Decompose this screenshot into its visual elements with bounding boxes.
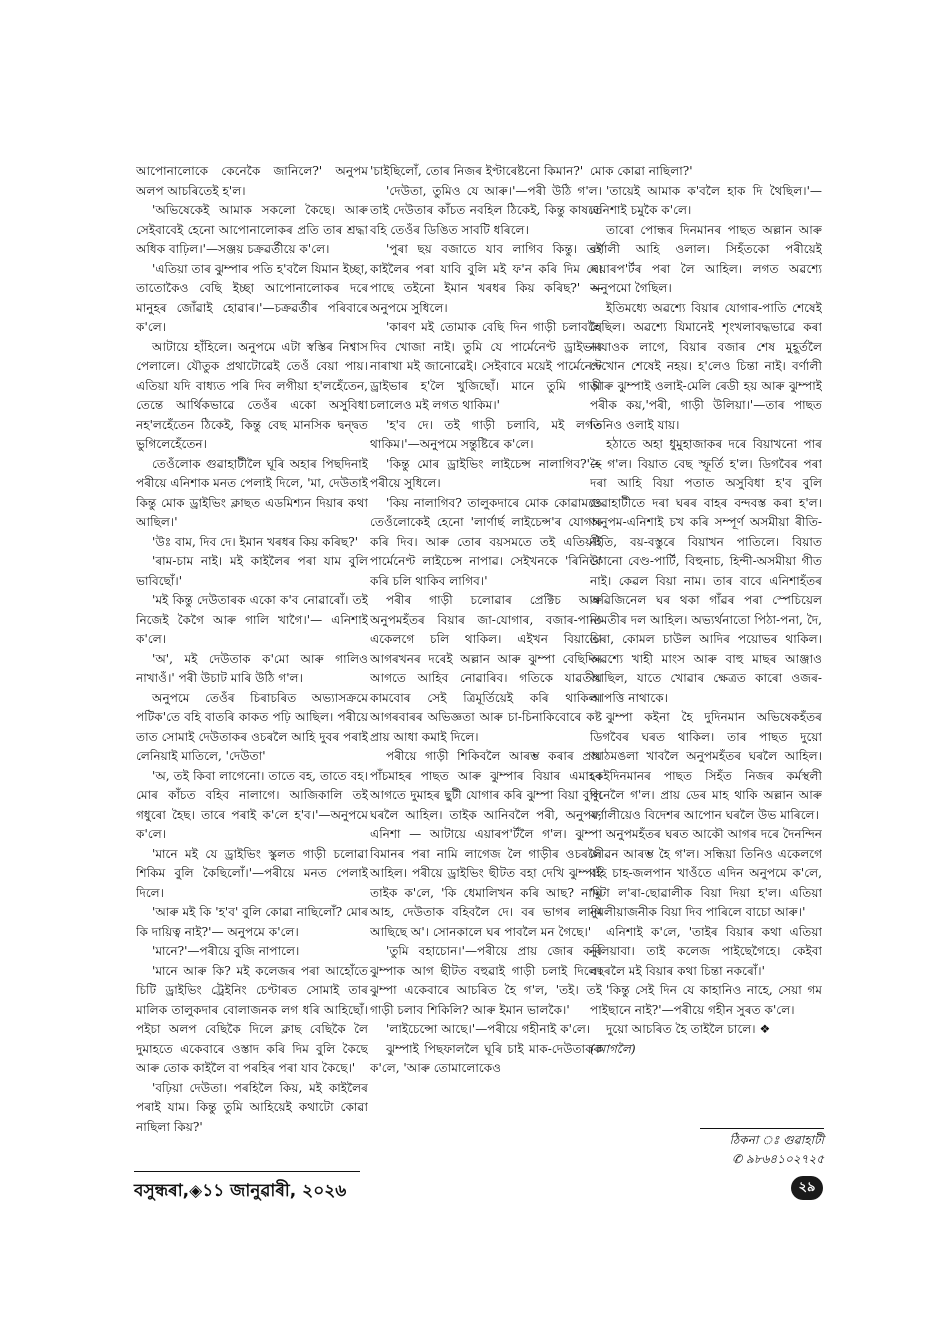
article-column-1 (136, 162, 368, 1162)
footer-divider (134, 1171, 360, 1172)
paragraph: 'বঢ়িয়া দেউতা। পৰহিলৈ কিয়, মই কাইলৈৰ পৰাই যাম। কিন্তু তুমি আহিয়েই কথাটো কোৱা নাছিলা কিয়?' (136, 1080, 368, 1134)
paragraph: এনিশাই ক'লে, 'তাইৰ বিয়াৰ কথা এতিয়া নুলিয়াবা। তাই কলেজ পাইছেগৈহে। কেইবা বছৰলৈ মই বিয়াৰ কথা চিন্তা নকৰোঁ।' (590, 924, 822, 978)
continued-label: (আগলৈ) (590, 1041, 636, 1056)
paragraph: 'পুৰা ছয় বজাতে যাব লাগিব কিন্তু। তই কাইলৈৰ পৰা যাবি বুলি মই ফ'ন কৰি দিম দে। পাছে তইনো ইমান খৰধৰ কিয় কৰিছ?' —অনুপমে সুধিলে। (370, 242, 602, 315)
paragraph: 'অ, তই কিবা লাগেনো। তাতে বহ, তাতে বহ। মোৰ কাঁচত বহিব নালাগে। আজিকালি তই গধুৰো হৈছ। তাৰে পৰাই ক'লে হ'ব।'—অনুপমে ক'লে। (136, 768, 368, 841)
paragraph: 'কাৰণ মই তোমাক বেছি দিন গাড়ী চলাবলৈ দিব খোজা নাই। তুমি যে পাৰ্মেনেণ্ট ড্ৰাইভাৰ নাৰাখা মই জানোৱেই। সেইবাবে ময়েই পাৰ্মেনেণ্ট ড্ৰাইভাৰ হ'লৈ খুজিছোঁ। মানে তুমি গাড়ী চলালেও মই লগত থাকিম।' (370, 320, 602, 412)
paragraph: 'মানে আৰু কি? মই কলেজৰ পৰা আহোঁতে চিটি ড্ৰাইভিং ট্ৰেইনিং চেণ্টাৰত সোমাই তাৰ মালিক তালুকদাৰ বোলাজনক লগ ধৰি আহিছোঁ। পইচা অলপ বেছিকৈ দিলে ক্লাছ বেছিকৈ লৈ দুমাহতে একেবাৰে ওস্তাদ কৰি দিম বুলি কৈছে আৰু তোক কাইলৈ বা পৰহিৰ পৰা যাব কৈছে।' (136, 963, 368, 1075)
paragraph: 'হ'ব দে। তই গাড়ী চলাবি, মই লগত থাকিম।'—অনুপমে সন্তুষ্টিৰে ক'লে। (370, 417, 602, 451)
paragraph: ঝুম্পা কইনা হৈ দুদিনমান অভিষেকহঁতৰ ডিগবৈৰ ঘৰত থাকিল। তাৰ পাছত দুয়ো আঠমঙলা খাবলৈ অনুপমহঁতৰ ঘৰলৈ আহিল। কেইদিনমানৰ পাছত সিহঁত নিজৰ কৰ্মস্থলী পুনেলৈ গ'ল। প্ৰায় ডেৰ মাহ থাকি অল্লান আৰু বৰ্ণালীয়েও বিদেশৰ আপোন ঘৰলৈ উভ মাৰিলে। (590, 710, 822, 822)
paragraph: 'উঃ বাম, দিব দে। ইমান খৰধৰ কিয় কৰিছ?' (152, 534, 359, 549)
page-number-badge: ২৯ (791, 1176, 823, 1200)
paragraph: 'কিয় নালাগিব? তালুকদাৰে মোক কোৱামতে তেওঁলোকেই হেনো 'লাৰ্ণাৰ্ছ লাইচেন্স'ৰ যোগাৰ কৰি দিব। আৰু তোৰ বয়সমতে তই এতিয়াই পাৰ্মেনেণ্ট লাইচেন্স নাপাৱ। সেইখনকে 'ৰিনিউ' কৰি চলি থাকিব লাগিব।' (370, 495, 602, 588)
publication-footer: বসুন্ধৰা,◈১১ জানুৱাৰী, ২০২৬ (134, 1181, 347, 1201)
paragraph: পৰীৰ গাড়ী চলোৱাৰ প্ৰেক্টিচ আৰু অনুপমহঁতৰ বিয়াৰ জা-যোগাৰ, বজাৰ-পাতি একেলগে চলি থাকিল। এইখন বিয়াতো আগৰখনৰ দৰেই অল্লান আৰু ঝুম্পা বেছিদিন আগতে আহিব নোৱাৰিব। গতিকে যাৱতীয় কামবোৰ সেই ত্ৰিমূৰ্তিয়েই কৰি থাকিল। আগৰবাৰৰ অভিজ্ঞতা আৰু চা-চিনাকিবোৰে কষ্ট প্ৰায় আধা কমাই দিলে। (370, 593, 602, 744)
paragraph: 'দেউতা, তুমিও যে আৰু।'—পৰী উঠি গ'ল। তাই দেউতাৰ কাঁচত নবহিল ঠিকেই, কিন্তু কাষতে বহি তেওঁৰ ডিঙিত সাবটি ধৰিলে। (370, 183, 602, 237)
paragraph: 'আৰু মই কি 'হ'ব' বুলি কোৱা নাছিলোঁ? মোৰ কি দায়িত্ব নাই?'— অনুপমে ক'লে। (136, 905, 368, 939)
paragraph: 'এতিয়া তাৰ ঝুম্পাৰ পতি হ'বলৈ যিমান ইচ্ছা, তাতোকৈও বেছি ইচ্ছা আপোনালোকৰ দৰে মানুহৰ জোঁৱাই হোৱাৰ।'—চক্ৰৱৰ্তীৰ পৰিবাৰে ক'লে। (136, 261, 368, 334)
article-column-3 (590, 162, 822, 1162)
paragraph: 'লাইচেন্সো আছে।'—পৰীয়ে গহীনাই ক'লে। (386, 1022, 591, 1036)
paragraph: ঝুম্পাই পিছফাললৈ ঘূৰি চাই মাক-দেউতাকক ক'লে, 'আৰু তোমালোকেও (370, 1041, 602, 1075)
paragraph: অনুপমে তেওঁৰ চিৰাচৰিত অভ্যাসক্ৰমে পটিক'তে বহি বাতৰি কাকত পঢ়ি আছিল। পৰীয়ে তাত সোমাই দেউতাকৰ ওচৰলৈ আহি দুবৰ পৰাই লেনিয়াই মাতিলে, 'দেউতা' (136, 690, 368, 763)
paragraph: 'ৰাম-চাম নাই। মই কাইলৈৰ পৰা যাম বুলি ভাবিছোঁ।' (136, 554, 368, 588)
author-phone: ✆ ৯৮৬৪১০২৭২৫ (732, 1152, 824, 1166)
paragraph: অনুপমহঁতৰ ঘৰত আকৌ আগৰ দৰে দৈনন্দিন জীৱন আৰম্ভ হৈ গ'ল। সন্ধিয়া তিনিও একেলগে বহি চাহ-জলপান খাওঁতে এদিন অনুপমে ক'লে, 'দুটা ল'ৰা-ছোৱালীক বিয়া দিয়া হ'ল। এতিয়া নুমলীয়াজনীক বিয়া দিব পাৰিলে বাচো আৰু।' (590, 827, 822, 919)
paragraph: মোক কোৱা নাছিলা?' (590, 164, 693, 178)
paragraph: হঠাতে অহা ধুমুহাজাকৰ দৰে বিয়াখনো পাৰ হৈ গ'ল। বিয়াত বেছ স্ফূৰ্তি হ'ল। ডিগবৈৰ পৰা দৰা আহি বিয়া পতাত অসুবিধা হ'ব বুলি গুৱাহাটীতে দৰা ঘৰৰ বাহৰ বন্দবস্ত কৰা হ'ল। অনুপম-এনিশাই চখ কৰি সম্পূৰ্ণ অসমীয়া ৰীতি-নীতি, বয়-বস্তুৰে বিয়াখন পাতিলে। বিয়াত কোনো বেণ্ড-পাৰ্টি, বিহুনাচ, হিন্দী-অসমীয়া গীত নাই। কেৱল বিয়া নাম। তাৰ বাবে এনিশাহঁতৰ অৱিজিনেল ঘৰ থকা গাঁৱৰ পৰা স্পেচিয়েল নামতীৰ দল আহিল। অভ্যৰ্থনাতো পিঠা-পনা, দৈ, চিৰা, কোমল চাউল আদিৰ পয়োভৰ থাকিল। অৱশ্যে খাহী মাংস আৰু বাহু মাছৰ আঞ্জাও আছিল, যাতে খোৱাৰ ক্ষেত্ৰত কাৰো ওজৰ-আপত্তি নাথাকে। (590, 437, 822, 705)
author-address: ঠিকনা ঃ গুৱাহাটী (729, 1133, 824, 1147)
paragraph: 'মানে মই যে ড্ৰাইভিং স্কুলত গাড়ী চলোৱা শিকিম বুলি কৈছিলোঁ।'—পৰীয়ে মনত পেলাই দিলে। (136, 846, 368, 900)
paragraph: তাৰো পোন্ধৰ দিনমানৰ পাছত অল্লান আৰু বৰ্ণালী আহি ওলাল। সিহঁতকো পৰীয়েই এয়াৰপ'ৰ্টৰ পৰা লৈ আহিল। লগত অৱশ্যে অনুপমো গৈছিল। (590, 222, 822, 295)
paragraph: 'কিন্তু মোৰ ড্ৰাইভিং লাইচেন্স নালাগিব?'— পৰীয়ে সুধিলে। (370, 456, 602, 490)
paragraph: 'তায়েই আমাক ক'বলৈ হাক দি থৈছিল।'— এনিশাই চমুকৈ ক'লে। (590, 183, 822, 217)
signoff-rule (700, 1128, 824, 1129)
paragraph: 'তুমি বহাচোন।'—পৰীয়ে প্ৰায় জোৰ কৰি ঝুম্পাক আগ ছীটত বহুৱাই গাড়ী চলাই দিলে। ঝুম্পা একেবাৰে আচৰিত হৈ গ'ল, 'তই। তই গাড়ী চলাব শিকিলি? আৰু ইমান ভালকৈ।' (370, 944, 602, 1017)
paragraph: পৰীয়ে গাড়ী শিকিবলৈ আৰম্ভ কৰাৰ প্ৰায় পাঁচমাহৰ পাছত আৰু ঝুম্পাৰ বিয়াৰ এমাহৰ আগতে দুমাহৰ ছুটী যোগাৰ কৰি ঝুম্পা বিয়া বুলি ঘৰলৈ আহিল। তাইক আনিবলৈ পৰী, অনুপম, এনিশা — আটায়ে এয়াৰপ'ৰ্টলৈ গ'ল। ঝুম্পা বিমানৰ পৰা নামি লাগেজ লৈ গাড়ীৰ ওচৰলৈ আহিল। পৰীয়ে ড্ৰাইভিং ছীটত বহা দেখি ঝুম্পাই তাইক ক'লে, 'কি ধেমালিখন কৰি আছ? নামি আহ, দেউতাক বহিবলৈ দে। বৰ ভাগৰ লাগি আছিছে অ'। সোনকালে ঘৰ পাবলৈ মন গৈছে।' (370, 749, 602, 939)
paragraph: দুয়ো আচৰিত হৈ তাইলৈ চালে। ❖ (606, 1022, 771, 1036)
paragraph: তেওঁলোক গুৱাহাটীলৈ ঘূৰি অহাৰ পিছদিনাই পৰীয়ে এনিশাক মনত পেলাই দিলে, 'মা, দেউতাই কিন্তু মোক ড্ৰাইভিং ক্লাছত এডমিশ্যন দিয়াৰ কথা আছিল।' (136, 456, 368, 529)
author-signoff (700, 1128, 824, 1169)
paragraph: আপোনালোকে কেনেকৈ জানিলে?' অনুপম অলপ আচৰিতেই হ'ল। (136, 164, 368, 198)
paragraph: 'কিন্তু সেই দিন যে কাহানিও নাহে, সেয়া গম পাইছানে নাই?'—পৰীয়ে গহীন সুৰত ক'লে। (590, 983, 822, 1017)
paragraph: 'চাইছিলোঁ, তোৰ নিজৰ ইণ্টাৰেষ্টনো কিমান?' (370, 164, 584, 178)
paragraph: ইতিমধ্যে অৱশ্যে বিয়াৰ যোগাৰ-পাতি শেষেই হৈছিল। অৱশ্যে যিমানেই শৃংখলাবদ্ধভাৱে কৰা নাযাওক লাগে, বিয়াৰ বজাৰ শেষ মুহূৰ্তলৈ দেখোন শেষেই নহয়। হ'লেও চিন্তা নাই। বৰ্ণালী আৰু ঝুম্পাই ওলাই-মেলি ৰেডী হয় আৰু ঝুম্পাই পৰীক কয়,'পৰী, গাড়ী উলিয়া।'—তাৰ পাছত তিনিও ওলাই যায়। (590, 300, 822, 432)
paragraph: 'মানে?'—পৰীয়ে বুজি নাপালে। (152, 944, 300, 958)
paragraph: 'অ', মই দেউতাক ক'মো আৰু গালিও নাখাওঁ।' পৰী উচাট মাৰি উঠি গ'ল। (136, 651, 368, 685)
paragraph: 'মই কিন্তু দেউতাৰক একো ক'ব নোৱাৰোঁ। তই নিজেই কৈগৈ আৰু গালি খাগৈ।'— এনিশাই ক'লে। (136, 593, 368, 646)
article-column-2 (370, 162, 602, 1162)
paragraph: 'অভিষেকেই আমাক সকলো কৈছে। আৰু সেইবাবেই হেনো আপোনালোকৰ প্ৰতি তাৰ শ্ৰদ্ধা অধিক বাঢ়িল।'—সঞ্জয় চক্ৰৱৰ্তীয়ে ক'লে। (136, 203, 368, 256)
paragraph: আটায়ে হাঁহিলে। অনুপমে এটা স্বস্তিৰ নিশ্বাস পেলালে। যৌতুক প্ৰথাটোৱেই তেওঁ বেয়া পায়। এতিয়া যদি বাধ্যত পৰি দিব লগীয়া হ'লহেঁতেন, তেন্তে আৰ্থিকভাৱে তেওঁৰ একো অসুবিধা নহ'লহেঁতেন ঠিকেই, কিন্তু বেছ মানসিক দ্বন্দ্বত ভুগিলেহেঁতেন। (136, 339, 368, 451)
